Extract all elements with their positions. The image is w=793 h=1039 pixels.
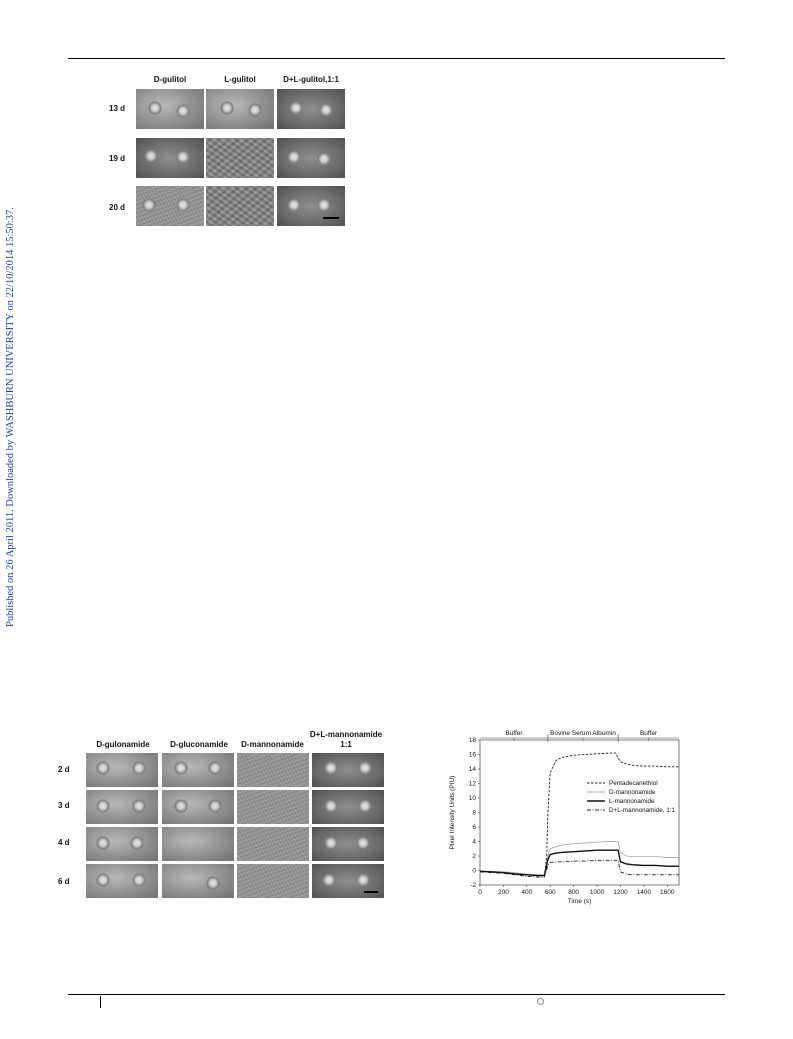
row-label: 20 d bbox=[109, 203, 126, 212]
micrograph-cell bbox=[312, 790, 384, 824]
column-label: D-gulonamide bbox=[96, 740, 150, 749]
series-line bbox=[480, 753, 679, 876]
x-tick-label: 1400 bbox=[636, 889, 652, 896]
y-tick-label: 0 bbox=[472, 867, 476, 875]
micrograph-cell bbox=[206, 89, 274, 129]
colony bbox=[148, 101, 162, 115]
colony bbox=[144, 149, 158, 163]
micrograph-cell bbox=[162, 753, 234, 787]
micrograph-cell bbox=[206, 138, 274, 178]
micrograph-cell bbox=[136, 186, 204, 226]
x-tick-label: 1200 bbox=[613, 889, 628, 896]
micrograph-cell bbox=[312, 827, 384, 861]
colony bbox=[289, 101, 303, 115]
colony bbox=[174, 761, 188, 775]
colony bbox=[96, 873, 110, 887]
row-label: 2 d bbox=[58, 765, 70, 774]
micrograph-cell bbox=[136, 89, 204, 129]
series-line bbox=[480, 842, 679, 875]
bsa-adsorption-chart bbox=[445, 728, 695, 914]
colony bbox=[324, 799, 338, 813]
colony bbox=[132, 761, 146, 775]
header-rule bbox=[68, 58, 725, 59]
y-tick-label: 18 bbox=[468, 737, 476, 745]
micrograph-cell bbox=[86, 827, 158, 861]
y-tick-label: 10 bbox=[468, 795, 476, 803]
column-label: D-mannonamide bbox=[241, 740, 304, 749]
legend-entry: L-mannonamide bbox=[609, 798, 655, 806]
x-tick-label: 600 bbox=[544, 889, 556, 896]
micrograph-cell bbox=[237, 864, 309, 898]
legend-entry: Pentadecanethiol bbox=[609, 780, 658, 788]
colony bbox=[356, 836, 370, 850]
download-watermark: Published on 26 April 2011. Downloaded by WASHBURN UNIVERSITY on 22/10/2014 15:50:37. bbox=[5, 207, 16, 627]
row-label: 3 d bbox=[58, 801, 70, 810]
row-label: 4 d bbox=[58, 838, 70, 847]
micrograph-cell bbox=[86, 753, 158, 787]
micrograph-cell bbox=[86, 790, 158, 824]
column-label: D+L-gulitol,1:1 bbox=[283, 75, 339, 84]
y-tick-label: 14 bbox=[468, 766, 476, 774]
colony bbox=[176, 150, 190, 164]
x-tick-label: 1000 bbox=[589, 889, 605, 896]
colony bbox=[356, 873, 370, 887]
colony bbox=[220, 101, 234, 115]
series-line bbox=[480, 860, 679, 877]
colony bbox=[317, 152, 331, 166]
scale-bar bbox=[323, 217, 339, 219]
x-tick-label: 0 bbox=[478, 889, 482, 896]
micrograph-cell bbox=[277, 138, 345, 178]
x-axis-label: Time (s) bbox=[567, 898, 592, 905]
colony bbox=[208, 799, 222, 813]
colony bbox=[358, 799, 372, 813]
colony bbox=[208, 761, 222, 775]
colony bbox=[96, 799, 110, 813]
micrograph-cell bbox=[162, 790, 234, 824]
colony bbox=[96, 836, 110, 850]
colony bbox=[287, 198, 301, 212]
y-axis-label: Pixel Intensity Units (PIU) bbox=[449, 775, 456, 850]
column-label: D-gulitol bbox=[153, 75, 187, 84]
micrograph-cell bbox=[237, 753, 309, 787]
x-tick-label: 800 bbox=[568, 889, 580, 896]
column-label: D+L-mannonamide 1:1 bbox=[309, 730, 383, 749]
colony bbox=[176, 104, 190, 118]
y-tick-label: 12 bbox=[468, 780, 476, 788]
phase-label: Bovine Serum Albumin bbox=[550, 730, 616, 737]
micrograph-cell bbox=[86, 864, 158, 898]
colony bbox=[130, 836, 144, 850]
micrograph-cell bbox=[277, 89, 345, 129]
colony bbox=[132, 799, 146, 813]
colony bbox=[248, 103, 262, 117]
colony bbox=[132, 873, 146, 887]
column-label: D-gluconamide bbox=[170, 740, 228, 749]
y-tick-label: 2 bbox=[472, 853, 476, 861]
micrograph-cell bbox=[312, 864, 384, 898]
y-tick-label: 8 bbox=[472, 809, 476, 817]
colony bbox=[324, 836, 338, 850]
colony bbox=[96, 761, 110, 775]
colony bbox=[287, 150, 301, 164]
column-label: L-gulitol bbox=[224, 75, 256, 84]
colony bbox=[174, 799, 188, 813]
row-label: 13 d bbox=[109, 104, 126, 113]
micrograph-cell bbox=[206, 186, 274, 226]
phase-label: Buffer bbox=[639, 730, 658, 737]
y-tick-label: 6 bbox=[472, 824, 476, 832]
colony bbox=[319, 103, 333, 117]
micrograph-cell bbox=[237, 827, 309, 861]
x-tick-label: 1600 bbox=[660, 889, 675, 896]
legend-entry: D+L-mannonamide, 1:1 bbox=[609, 807, 675, 815]
micrograph-cell bbox=[162, 827, 234, 861]
row-label: 19 d bbox=[109, 154, 126, 163]
micrograph-cell bbox=[136, 138, 204, 178]
footer-rule bbox=[68, 994, 725, 995]
micrograph-cell bbox=[277, 186, 345, 226]
x-tick-label: 400 bbox=[521, 889, 533, 896]
colony bbox=[142, 198, 156, 212]
footer-tick bbox=[100, 996, 101, 1008]
y-tick-label: -2 bbox=[470, 882, 476, 890]
row-label: 6 d bbox=[58, 877, 70, 886]
x-tick-label: 200 bbox=[497, 889, 509, 896]
y-tick-label: 16 bbox=[468, 751, 476, 759]
footer-circle-icon bbox=[537, 998, 544, 1005]
colony bbox=[176, 198, 190, 212]
phase-label: Buffer bbox=[505, 730, 523, 737]
micrograph-cell bbox=[162, 864, 234, 898]
legend-entry: D-mannonamide bbox=[609, 789, 656, 797]
micrograph-cell bbox=[237, 790, 309, 824]
scale-bar bbox=[364, 891, 378, 893]
colony bbox=[206, 876, 220, 890]
colony bbox=[317, 198, 331, 212]
colony bbox=[358, 761, 372, 775]
colony bbox=[322, 873, 336, 887]
micrograph-cell bbox=[312, 753, 384, 787]
series-line bbox=[480, 850, 679, 875]
y-tick-label: 4 bbox=[472, 838, 476, 846]
colony bbox=[324, 761, 338, 775]
